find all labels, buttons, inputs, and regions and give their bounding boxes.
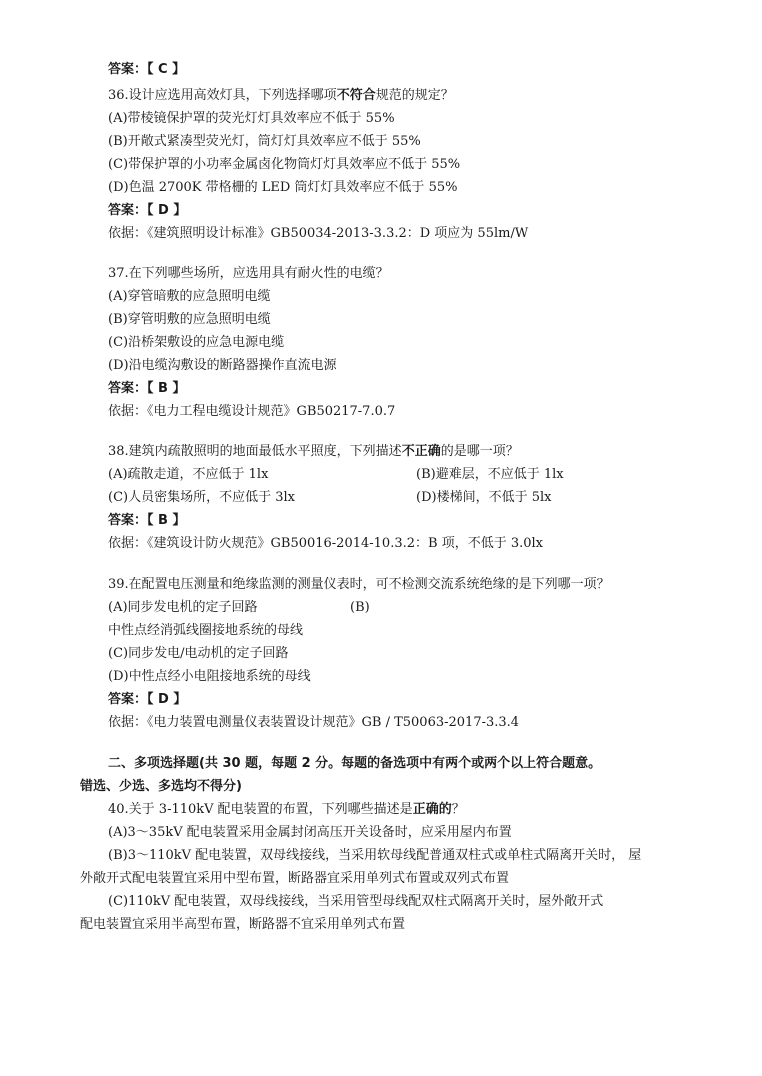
q40-stem: 40.关于 3-110kV 配电装置的布置，下列哪些描述是正确的？ <box>108 802 465 817</box>
q40-option-b-line2: 外敞开式配电装置宜采用中型布置，断路器宜采用单列式布置或双列式布置 <box>80 871 510 886</box>
q37-answer: 答案：【 B 】 <box>108 381 186 396</box>
q40-option-c-line1: (C)110kV 配电装置，双母线接线，当采用管型母线配双柱式隔离开关时，屋外敞开式 <box>108 894 604 909</box>
q38-basis: 依据：《建筑设计防火规范》GB50016-2014-10.3.2：B 项，不低于 3.0lx <box>108 536 543 551</box>
q37-stem: 37.在下列哪些场所，应选用具有耐火性的电缆？ <box>108 266 389 281</box>
q36-stem: 36.设计应选用高效灯具，下列选择哪项不符合规范的规定？ <box>108 88 454 103</box>
q37-option-c: (C)沿桥架敷设的应急电源电缆 <box>108 335 285 350</box>
q38-option-c: (C)人员密集场所，不应低于 3lx <box>108 490 295 505</box>
section2-heading: 二、多项选择题(共 30 题，每题 2 分。每题的备选项中有两个或两个以上符合题意。 <box>108 756 602 771</box>
q39-option-c: (C)同步发电/电动机的定子回路 <box>108 646 289 661</box>
q36-option-a: (A)带棱镜保护罩的荧光灯灯具效率应不低于 55% <box>108 111 395 126</box>
q37-option-a: (A)穿管暗敷的应急照明电缆 <box>108 289 271 304</box>
q38-answer: 答案：【 B 】 <box>108 513 186 528</box>
q36-basis: 依据：《建筑照明设计标准》GB50034-2013-3.3.2：D 项应为 55lm/W <box>108 226 529 241</box>
q37-option-b: (B)穿管明敷的应急照明电缆 <box>108 312 271 327</box>
q36-option-c: (C)带保护罩的小功率金属卤化物筒灯灯具效率应不低于 55% <box>108 157 461 172</box>
q39-option-b-text: 中性点经消弧线圈接地系统的母线 <box>108 623 304 638</box>
q37-option-d: (D)沿电缆沟敷设的断路器操作直流电源 <box>108 358 337 373</box>
q38-option-b: (B)避难层，不应低于 1lx <box>416 467 564 482</box>
q38-option-a: (A)疏散走道，不应低于 1lx <box>108 467 269 482</box>
q39-option-a: (A)同步发电机的定子回路 <box>108 600 258 615</box>
q40-option-c-line2: 配电装置宜采用半高型布置，断路器不宜采用单列式布置 <box>80 917 406 932</box>
q40-option-b-line1: (B)3～110kV 配电装置，双母线接线，当采用软母线配普通双柱式或单柱式隔离开关时， 屋 <box>108 848 642 863</box>
q38-stem: 38.建筑内疏散照明的地面最低水平照度，下列描述不正确的是哪一项？ <box>108 444 519 459</box>
q39-option-d: (D)中性点经小电阻接地系统的母线 <box>108 669 311 684</box>
q38-option-d: (D)楼梯间，不低于 5lx <box>416 490 552 505</box>
q35-answer: 答案：【 C 】 <box>108 62 186 77</box>
q36-option-d: (D)色温 2700K 带格栅的 LED 筒灯灯具效率应不低于 55% <box>108 180 458 195</box>
q37-basis: 依据：《电力工程电缆设计规范》GB50217-7.0.7 <box>108 404 396 419</box>
q40-option-a: (A)3～35kV 配电装置采用金属封闭高压开关设备时，应采用屋内布置 <box>108 825 512 840</box>
q39-answer: 答案：【 D 】 <box>108 692 187 707</box>
q36-answer: 答案：【 D 】 <box>108 203 187 218</box>
section2-note: 错选、少选、多选均不得分) <box>80 779 242 794</box>
q39-option-b-label: (B) <box>350 600 370 615</box>
q39-stem: 39.在配置电压测量和绝缘监测的测量仪表时，可不检测交流系统绝缘的是下列哪一项？ <box>108 577 610 592</box>
q36-option-b: (B)开敞式紧凑型荧光灯，筒灯灯具效率应不低于 55% <box>108 134 421 149</box>
q39-basis: 依据：《电力装置电测量仪表装置设计规范》GB / T50063-2017-3.3.4 <box>108 715 520 730</box>
